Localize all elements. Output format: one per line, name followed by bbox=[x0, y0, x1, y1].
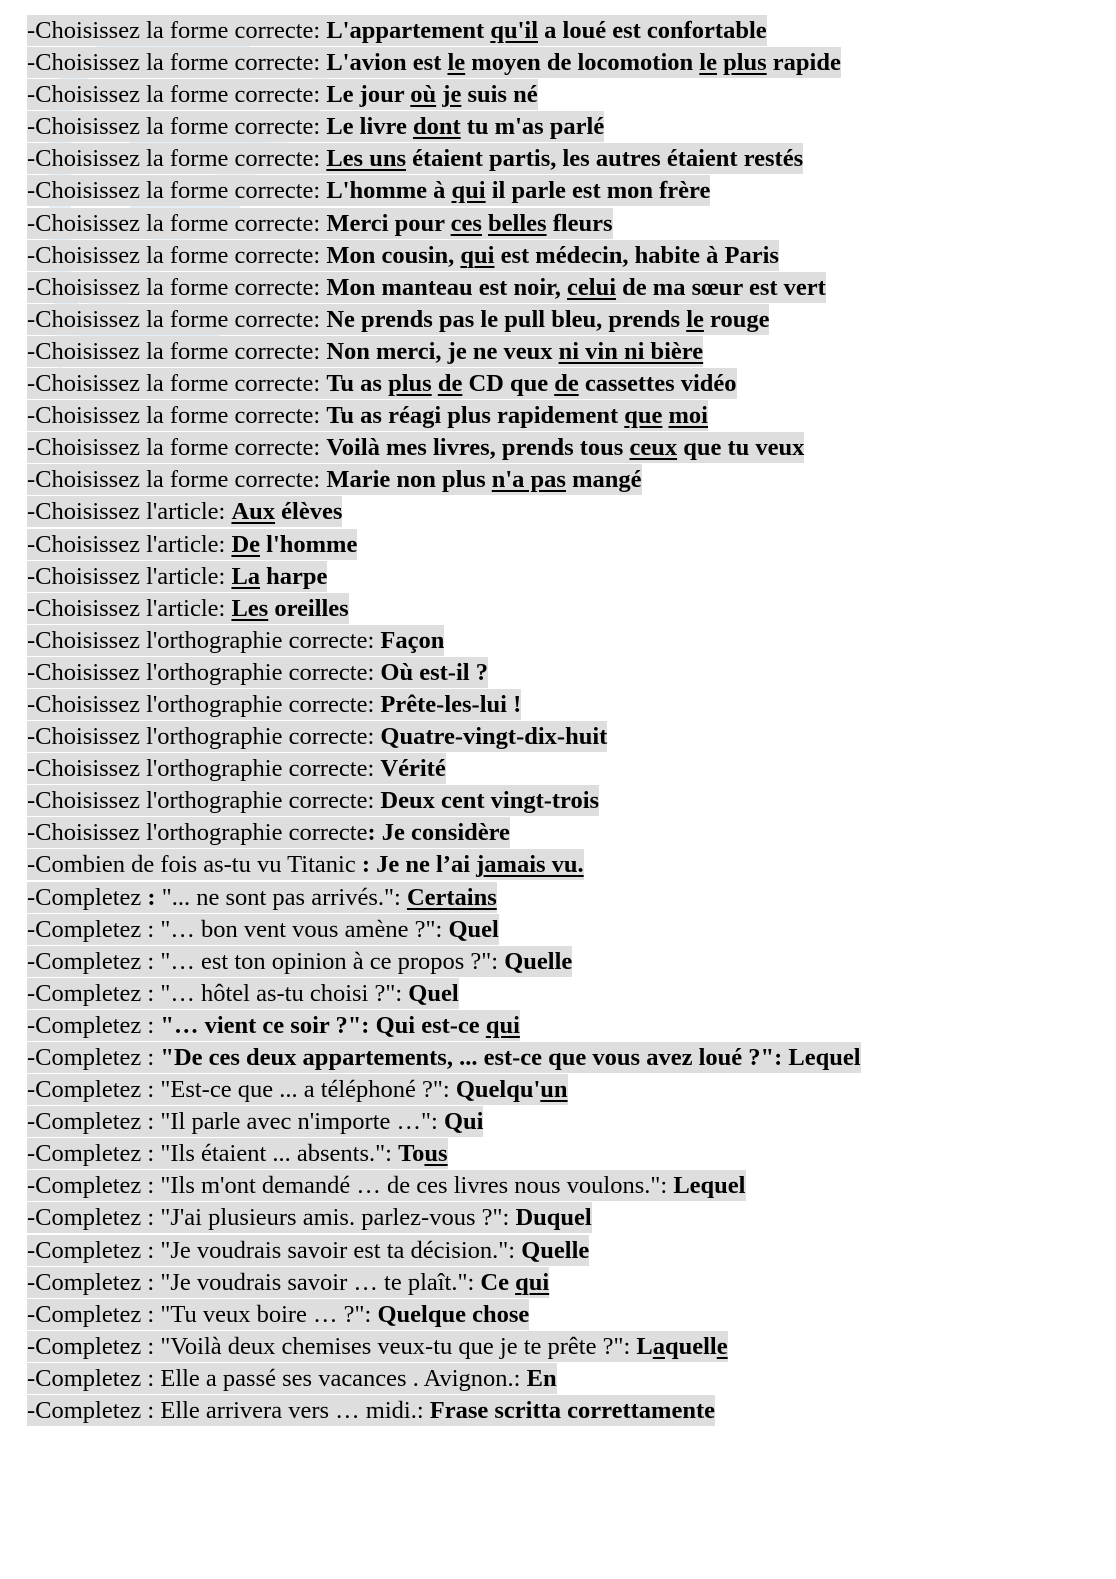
answer-text: Qui bbox=[443, 1108, 484, 1136]
answer-text: Marie non plus bbox=[326, 466, 492, 494]
answer-underlined: le bbox=[447, 49, 466, 77]
highlighted-line bbox=[27, 1299, 529, 1330]
qa-line bbox=[27, 1074, 1096, 1106]
answer-underlined: De bbox=[231, 530, 261, 558]
answer-underlined: où bbox=[410, 81, 437, 109]
answer-underlined: ceux bbox=[629, 434, 678, 462]
qa-line bbox=[27, 914, 1096, 946]
highlighted-line bbox=[27, 657, 488, 688]
highlighted-line bbox=[27, 914, 499, 945]
question-text: -Choisissez l'orthographie correcte: bbox=[27, 626, 381, 654]
qa-line bbox=[27, 368, 1096, 400]
highlighted-line bbox=[27, 400, 708, 431]
question-text: -Choisissez l'orthographie correcte: bbox=[27, 658, 381, 686]
answer-text: Lequel bbox=[788, 1044, 861, 1071]
answer-underlined: moi bbox=[668, 402, 708, 430]
highlighted-line bbox=[27, 689, 521, 720]
question-text: -Choisissez l'article: bbox=[27, 562, 232, 590]
qa-line bbox=[27, 1202, 1096, 1234]
qa-line bbox=[27, 689, 1096, 721]
question-text: -Completez : "… est ton opinion à ce propos ?": bbox=[27, 947, 505, 975]
question-text: -Choisissez la forme correcte: bbox=[27, 17, 327, 44]
answer-text: Merci pour bbox=[326, 209, 451, 237]
question-text: -Choisissez l'orthographie correcte bbox=[27, 819, 368, 847]
answer-text: de ma sœur est vert bbox=[616, 273, 826, 301]
answer-underlined: Les bbox=[231, 594, 269, 622]
answer-underlined: ni vin ni bière bbox=[558, 337, 704, 365]
answer-underlined: de bbox=[554, 370, 579, 398]
qa-line bbox=[27, 849, 1096, 881]
answer-text: Quel bbox=[408, 979, 459, 1007]
highlighted-line bbox=[27, 753, 446, 784]
answer-underlined: us bbox=[424, 1140, 448, 1168]
highlighted-line bbox=[27, 946, 572, 977]
question-text: -Choisissez l'article: bbox=[27, 594, 232, 622]
qa-line bbox=[27, 1331, 1096, 1363]
answer-underlined: qui bbox=[451, 177, 486, 205]
answer-text: "De ces deux appartements, ... est-ce que vous avez loué ?": bbox=[160, 1044, 789, 1071]
qa-line bbox=[27, 336, 1096, 368]
question-text: -Choisissez la forme correcte: bbox=[27, 209, 327, 237]
answer-text: Où est-il ? bbox=[380, 658, 488, 686]
qa-line bbox=[27, 657, 1096, 689]
highlighted-line bbox=[27, 882, 497, 913]
question-text: -Completez : "Ils m'ont demandé … de ces livres nous voulons.": bbox=[27, 1172, 674, 1200]
qa-line bbox=[27, 15, 1096, 47]
answer-text: l'homme bbox=[260, 530, 358, 558]
question-text: -Completez : "… bon vent vous amène ?": bbox=[27, 915, 449, 943]
highlighted-line bbox=[27, 785, 599, 816]
question-text: -Choisissez l'article: bbox=[27, 530, 232, 558]
highlighted-line bbox=[27, 1042, 861, 1073]
answer-underlined: Certains bbox=[406, 883, 497, 911]
qa-line bbox=[27, 785, 1096, 817]
highlighted-line bbox=[27, 1235, 589, 1266]
answer-text: il parle est mon frère bbox=[485, 177, 711, 205]
question-text: -Completez : "Est-ce que ... a téléphoné ?": bbox=[27, 1076, 456, 1104]
answer-text: Ne prends pas le pull bleu, prends bbox=[326, 305, 687, 333]
answer-text: Façon bbox=[380, 626, 445, 654]
answer-text: Quel bbox=[448, 915, 499, 943]
highlighted-line bbox=[27, 47, 841, 78]
answer-text: Tu as bbox=[326, 370, 389, 398]
answer-text: To bbox=[398, 1140, 425, 1168]
answer-underlined: belles bbox=[488, 209, 547, 237]
highlighted-line bbox=[27, 240, 779, 271]
question-text: -Choisissez l'orthographie correcte: bbox=[27, 690, 381, 718]
highlighted-line bbox=[27, 1331, 728, 1362]
answer-text: Quelque chose bbox=[377, 1300, 530, 1328]
answer-underlined: le bbox=[686, 305, 704, 333]
answer-text: CD que bbox=[462, 370, 555, 398]
highlighted-line bbox=[27, 1170, 746, 1201]
question-text: -Completez : bbox=[27, 1011, 161, 1039]
qa-line bbox=[27, 1170, 1096, 1202]
answer-text: Non merci, je ne veux bbox=[326, 337, 559, 365]
question-text: -Choisissez la forme correcte: bbox=[27, 273, 327, 301]
question-text: -Completez : "Ils étaient ... absents.": bbox=[27, 1140, 399, 1168]
qa-line bbox=[27, 882, 1096, 914]
answer-text: Quatre-vingt-dix-huit bbox=[380, 723, 608, 751]
answer-text: moyen de locomotion bbox=[465, 49, 700, 77]
question-text: -Completez : "Je voudrais savoir … te plaît.": bbox=[27, 1268, 481, 1296]
answer-text: L'homme à bbox=[326, 177, 452, 205]
highlighted-line bbox=[27, 111, 604, 142]
answer-underlined: le bbox=[699, 49, 717, 77]
question-text: -Choisissez la forme correcte: bbox=[27, 81, 327, 109]
answer-text: Tu as réagi plus rapidement bbox=[326, 402, 625, 430]
highlighted-line bbox=[27, 625, 444, 656]
answer-text: Le livre bbox=[326, 113, 413, 141]
qa-line bbox=[27, 1267, 1096, 1299]
question-text: -Completez bbox=[27, 883, 148, 911]
highlighted-line bbox=[27, 721, 607, 752]
answer-text: L'appartement bbox=[326, 17, 491, 44]
question-text: "... ne sont pas arrivés.": bbox=[155, 883, 407, 911]
qa-line bbox=[27, 1010, 1096, 1042]
answer-text: Lequel bbox=[673, 1172, 746, 1200]
qa-line bbox=[27, 464, 1096, 496]
answer-underlined: qui bbox=[515, 1268, 550, 1296]
qa-line bbox=[27, 1395, 1096, 1427]
question-text: -Choisissez la forme correcte: bbox=[27, 466, 327, 494]
question-text: -Choisissez la forme correcte: bbox=[27, 49, 327, 77]
highlighted-line bbox=[27, 368, 737, 399]
answer-text: tu m'as parlé bbox=[460, 113, 605, 141]
qa-line bbox=[27, 400, 1096, 432]
highlighted-line bbox=[27, 1138, 448, 1169]
qa-line bbox=[27, 1042, 1096, 1074]
highlighted-line bbox=[27, 496, 342, 527]
answer-text: suis né bbox=[461, 81, 538, 109]
qa-line bbox=[27, 496, 1096, 528]
answer-text: Mon cousin, bbox=[326, 241, 461, 269]
qa-line bbox=[27, 753, 1096, 785]
answer-text: rapide bbox=[766, 49, 841, 77]
answer-text: : bbox=[147, 883, 156, 911]
highlighted-line bbox=[27, 304, 769, 335]
answer-text: Quelle bbox=[504, 947, 573, 975]
answer-text: rouge bbox=[703, 305, 770, 333]
answer-text: En bbox=[526, 1364, 557, 1392]
qa-line bbox=[27, 625, 1096, 657]
answer-underlined: plus bbox=[388, 370, 432, 398]
answer-text: harpe bbox=[260, 562, 328, 590]
qa-line bbox=[27, 111, 1096, 143]
highlighted-line bbox=[27, 1395, 715, 1426]
answer-text: : Je ne l’ai bbox=[361, 851, 477, 879]
qa-line bbox=[27, 1363, 1096, 1395]
answer-text: Voilà mes livres, prends tous bbox=[326, 434, 630, 462]
question-text: -Choisissez la forme correcte: bbox=[27, 402, 327, 430]
highlighted-line bbox=[27, 208, 613, 239]
qa-line bbox=[27, 432, 1096, 464]
highlighted-line bbox=[27, 175, 710, 206]
answer-underlined: qui bbox=[485, 1011, 520, 1039]
highlighted-line bbox=[27, 336, 703, 367]
answer-text: a loué est confortable bbox=[538, 17, 767, 44]
answer-underlined: e bbox=[716, 1332, 728, 1360]
question-text: -Combien de fois as-tu vu Titanic bbox=[27, 851, 362, 879]
answer-underlined: jamais vu. bbox=[476, 851, 584, 879]
answer-underlined: qu'il bbox=[490, 17, 539, 44]
qa-line bbox=[27, 561, 1096, 593]
highlighted-line bbox=[27, 978, 459, 1009]
highlighted-line bbox=[27, 432, 804, 463]
question-text: -Choisissez la forme correcte: bbox=[27, 434, 327, 462]
highlighted-line bbox=[27, 529, 357, 560]
answer-underlined: qui bbox=[460, 241, 495, 269]
answer-underlined: un bbox=[540, 1076, 568, 1104]
highlighted-line bbox=[27, 79, 538, 110]
answer-text: élèves bbox=[275, 498, 343, 526]
highlighted-line bbox=[27, 464, 642, 495]
answer-underlined: ces bbox=[450, 209, 482, 237]
question-text: -Completez : "… hôtel as-tu choisi ?": bbox=[27, 979, 409, 1007]
question-text: -Completez : "Tu veux boire … ?": bbox=[27, 1300, 378, 1328]
answer-text: Le jour bbox=[326, 81, 411, 109]
answer-underlined: plus bbox=[723, 49, 767, 77]
answer-text: étaient partis, les autres étaient restés bbox=[406, 145, 804, 173]
answer-text: "… vient ce soir ?": Qui est-ce bbox=[160, 1011, 486, 1039]
qa-line bbox=[27, 47, 1096, 79]
answer-text: L bbox=[636, 1332, 653, 1360]
answer-text: : Je considère bbox=[367, 819, 510, 847]
answer-text: Quelqu' bbox=[455, 1076, 541, 1104]
question-text: -Completez : "Je voudrais savoir est ta décision.": bbox=[27, 1236, 522, 1264]
highlighted-line bbox=[27, 272, 826, 303]
answer-underlined: que bbox=[624, 402, 663, 430]
highlighted-line bbox=[27, 15, 767, 46]
question-text: -Choisissez la forme correcte: bbox=[27, 305, 327, 333]
question-text: -Completez : Elle arrivera vers … midi.: bbox=[27, 1397, 430, 1425]
question-text: -Choisissez l'orthographie correcte: bbox=[27, 755, 381, 783]
answer-underlined: a bbox=[652, 1332, 665, 1360]
answer-text: Mon manteau est noir, bbox=[326, 273, 568, 301]
highlighted-line bbox=[27, 1074, 568, 1105]
answer-text: L'avion est bbox=[326, 49, 448, 77]
qa-line bbox=[27, 978, 1096, 1010]
qa-line bbox=[27, 721, 1096, 753]
answer-text: mangé bbox=[565, 466, 642, 494]
answer-underlined: dont bbox=[412, 113, 461, 141]
answer-text: fleurs bbox=[546, 209, 613, 237]
question-text: -Choisissez l'orthographie correcte: bbox=[27, 723, 381, 751]
question-text: -Choisissez l'orthographie correcte: bbox=[27, 787, 381, 815]
answer-text: que tu veux bbox=[677, 434, 805, 462]
question-text: -Completez : "J'ai plusieurs amis. parlez-vous ?": bbox=[27, 1204, 516, 1232]
qa-line bbox=[27, 1106, 1096, 1138]
qa-line bbox=[27, 1235, 1096, 1267]
qa-line bbox=[27, 175, 1096, 207]
question-text: -Choisissez la forme correcte: bbox=[27, 241, 327, 269]
question-text: -Choisissez l'article: bbox=[27, 498, 232, 526]
answer-underlined: celui bbox=[567, 273, 617, 301]
question-text: -Completez : "Il parle avec n'importe …": bbox=[27, 1108, 444, 1136]
highlighted-line bbox=[27, 593, 349, 624]
answer-underlined: Les uns bbox=[326, 145, 406, 173]
qa-line bbox=[27, 79, 1096, 111]
question-text: -Choisissez la forme correcte: bbox=[27, 337, 327, 365]
qa-line bbox=[27, 946, 1096, 978]
qa-line bbox=[27, 1299, 1096, 1331]
answer-text: Deux cent vingt-trois bbox=[380, 787, 600, 815]
qa-line bbox=[27, 1138, 1096, 1170]
qa-line bbox=[27, 240, 1096, 272]
answer-text: Frase scritta correttamente bbox=[429, 1397, 715, 1425]
answer-underlined: de bbox=[437, 370, 463, 398]
highlighted-line bbox=[27, 1202, 592, 1233]
answer-text: quell bbox=[665, 1332, 717, 1360]
highlighted-line bbox=[27, 1106, 483, 1137]
answer-text: Ce bbox=[480, 1268, 516, 1296]
qa-line bbox=[27, 593, 1096, 625]
answer-text: Duquel bbox=[515, 1204, 592, 1232]
answer-text: oreilles bbox=[268, 594, 349, 622]
highlighted-line bbox=[27, 817, 510, 848]
question-text: -Completez : Elle a passé ses vacances . Avignon.: bbox=[27, 1364, 527, 1392]
answer-text: cassettes vidéo bbox=[578, 370, 737, 398]
question-text: -Completez : bbox=[27, 1044, 161, 1071]
answer-text: est médecin, habite à Paris bbox=[494, 241, 779, 269]
answer-underlined: je bbox=[442, 81, 462, 109]
highlighted-line bbox=[27, 1267, 549, 1298]
qa-line bbox=[27, 529, 1096, 561]
answer-text: Vérité bbox=[380, 755, 446, 783]
answer-underlined: La bbox=[231, 562, 261, 590]
qa-list bbox=[27, 15, 1096, 1427]
highlighted-line bbox=[27, 143, 803, 174]
question-text: -Choisissez la forme correcte: bbox=[27, 145, 327, 173]
question-text: -Choisissez la forme correcte: bbox=[27, 177, 327, 205]
qa-line bbox=[27, 143, 1096, 175]
highlighted-line bbox=[27, 1363, 557, 1394]
highlighted-line bbox=[27, 1010, 520, 1041]
question-text: -Choisissez la forme correcte: bbox=[27, 370, 327, 398]
qa-line bbox=[27, 208, 1096, 240]
question-text: -Choisissez la forme correcte: bbox=[27, 113, 327, 141]
highlighted-line bbox=[27, 561, 327, 592]
qa-line bbox=[27, 304, 1096, 336]
qa-line bbox=[27, 272, 1096, 304]
highlighted-line bbox=[27, 849, 584, 880]
answer-underlined: Aux bbox=[231, 498, 276, 526]
answer-underlined: n'a pas bbox=[491, 466, 566, 494]
answer-text: Prête-les-lui ! bbox=[380, 690, 522, 718]
qa-line bbox=[27, 817, 1096, 849]
answer-text: Quelle bbox=[521, 1236, 590, 1264]
question-text: -Completez : "Voilà deux chemises veux-tu que je te prête ?": bbox=[27, 1332, 637, 1360]
